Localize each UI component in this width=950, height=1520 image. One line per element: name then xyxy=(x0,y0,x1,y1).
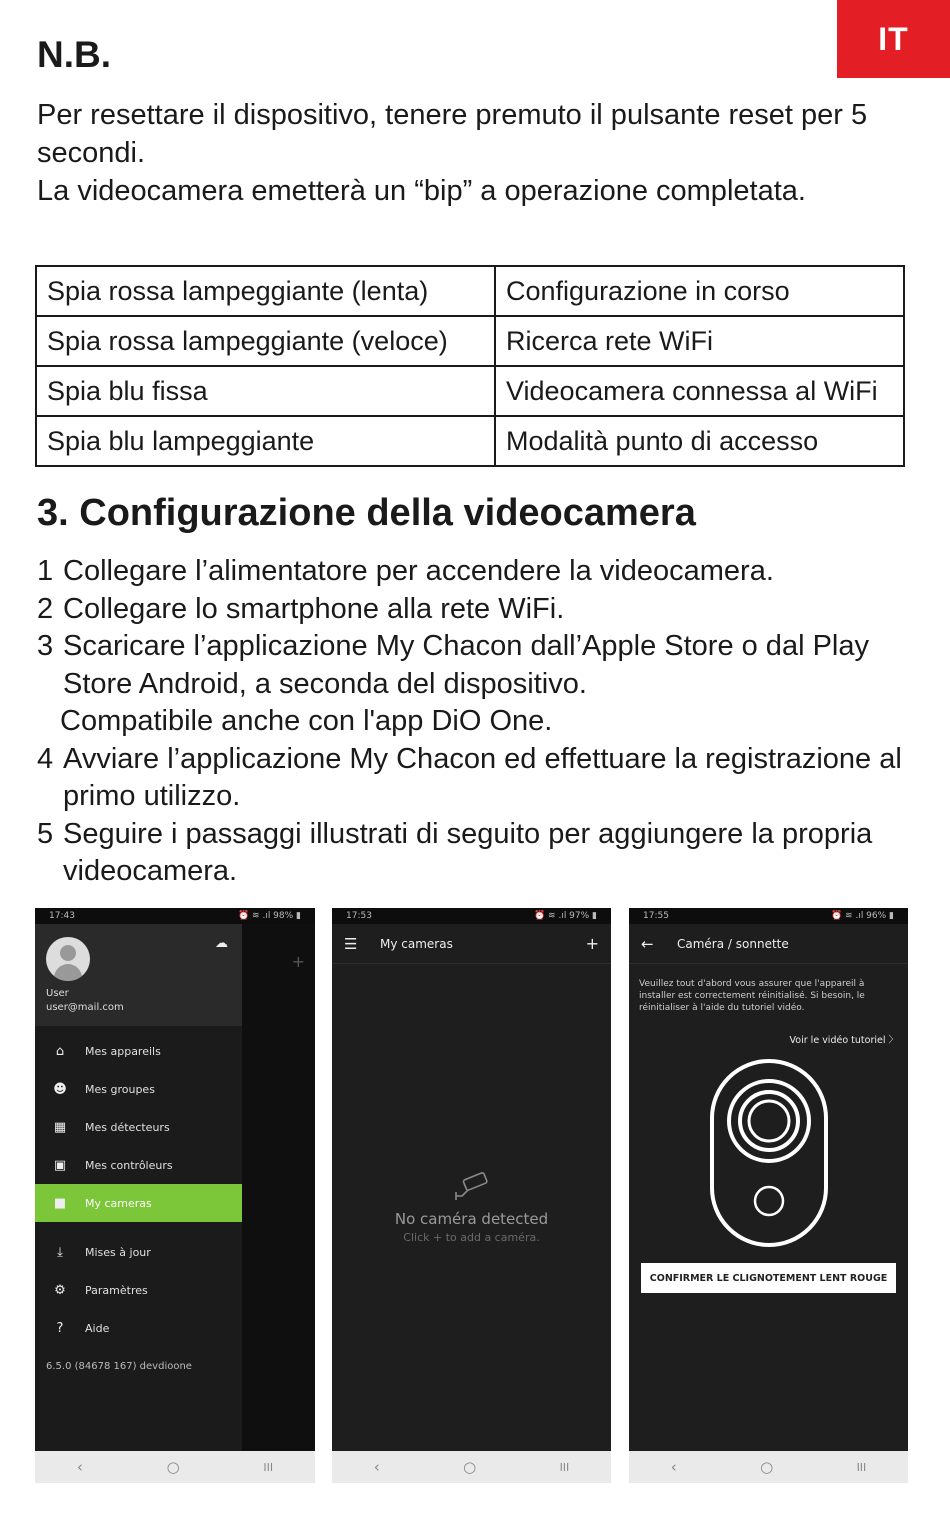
led-meaning: Videocamera connessa al WiFi xyxy=(495,366,904,416)
status-bar xyxy=(332,908,611,924)
navigation-drawer xyxy=(35,924,242,1451)
menu-label: Mes détecteurs xyxy=(85,1120,170,1134)
add-icon: + xyxy=(291,952,305,971)
drawer-scrim[interactable] xyxy=(242,924,315,1451)
nb-line: La videocamera emetterà un “bip” a operazione completata. xyxy=(37,175,806,207)
controller-icon: ▣ xyxy=(53,1157,67,1173)
camera-icon: ■ xyxy=(53,1195,67,1211)
android-nav-bar xyxy=(629,1451,908,1483)
empty-state xyxy=(332,1170,611,1244)
menu-item-mes-detecteurs[interactable] xyxy=(35,1108,242,1146)
drawer-header xyxy=(35,924,242,1026)
back-button[interactable]: ‹ xyxy=(373,1458,380,1476)
phone-screenshot-menu xyxy=(35,908,315,1483)
status-bar xyxy=(35,908,315,924)
user-email: user@mail.com xyxy=(46,1002,124,1013)
step-number: 3 xyxy=(37,630,54,662)
empty-title: No caméra detected xyxy=(394,1210,549,1228)
home-button[interactable]: ○ xyxy=(463,1458,477,1476)
recents-button[interactable]: III xyxy=(263,1460,274,1474)
language-tab: IT xyxy=(837,0,950,78)
help-icon: ? xyxy=(56,1320,64,1336)
hamburger-menu-icon[interactable]: ☰ xyxy=(344,934,358,953)
doorbell-illustration xyxy=(709,1058,829,1248)
empty-subtitle: Click + to add a caméra. xyxy=(403,1231,540,1244)
table-row xyxy=(36,266,904,316)
app-bar xyxy=(332,924,611,964)
menu-item-mes-groupes[interactable] xyxy=(35,1070,242,1108)
menu-label: Mes appareils xyxy=(85,1044,161,1058)
status-time: 17:55 xyxy=(643,911,669,921)
reset-instruction: Veuillez tout d'abord vous assurer que l'appareil à installer est correctement réinitialisé. Si besoin, le réinitialiser à l'aide du tutoriel vidéo. xyxy=(639,979,865,1013)
menu-item-aide[interactable] xyxy=(35,1309,242,1347)
nb-text xyxy=(37,96,917,210)
menu-item-mes-controleurs[interactable] xyxy=(35,1146,242,1184)
menu-item-mes-appareils[interactable] xyxy=(35,1032,242,1070)
back-button[interactable]: ‹ xyxy=(670,1458,677,1476)
led-meaning: Configurazione in corso xyxy=(495,266,904,316)
step-text: Collegare l’alimentatore per accendere la videocamera. xyxy=(63,555,774,587)
led-state: Spia blu fissa xyxy=(36,366,495,416)
led-status-table xyxy=(35,265,905,467)
nb-title: N.B. xyxy=(37,34,111,75)
android-nav-bar xyxy=(332,1451,611,1483)
menu-item-parametres[interactable] xyxy=(35,1271,242,1309)
screen-title: Caméra / sonnette xyxy=(677,936,789,951)
add-camera-button[interactable]: + xyxy=(585,934,599,953)
step-note: Compatibile anche con l'app DiO One. xyxy=(60,705,553,737)
led-meaning: Modalità punto di accesso xyxy=(495,416,904,466)
step-number: 5 xyxy=(37,817,54,850)
recents-button[interactable]: III xyxy=(559,1460,570,1474)
recents-button[interactable]: III xyxy=(856,1460,867,1474)
gear-icon: ⚙ xyxy=(54,1282,66,1298)
back-button[interactable]: ‹ xyxy=(76,1458,83,1476)
user-name: User xyxy=(46,988,69,999)
step-number: 2 xyxy=(37,592,54,625)
video-tutorial-link[interactable]: Voir le vidéo tutoriel 〉 xyxy=(789,1035,898,1046)
led-meaning: Ricerca rete WiFi xyxy=(495,316,904,366)
list-item xyxy=(37,816,927,891)
app-version: 6.5.0 (84678 167) devdioone xyxy=(46,1361,192,1372)
step-text: Seguire i passaggi illustrati di seguito per aggiungere la propria videocamera. xyxy=(63,817,873,887)
step-number: 4 xyxy=(37,742,54,775)
led-state: Spia blu lampeggiante xyxy=(36,416,495,466)
home-icon: ⌂ xyxy=(55,1043,65,1059)
table-row xyxy=(36,316,904,366)
menu-label: Paramètres xyxy=(85,1283,148,1297)
avatar[interactable] xyxy=(46,937,90,981)
step-text: Scaricare l’applicazione My Chacon dall’Apple Store o dal Play Store Android, a seconda del dispositivo. xyxy=(63,630,869,700)
screen-title: My cameras xyxy=(380,936,453,951)
app-bar xyxy=(629,924,908,964)
step-number: 1 xyxy=(37,555,54,587)
menu-label: My cameras xyxy=(85,1196,152,1210)
menu-label: Mes groupes xyxy=(85,1082,155,1096)
status-time: 17:53 xyxy=(346,911,372,921)
nb-line: Per resettare il dispositivo, tenere premuto il pulsante reset per 5 secondi. xyxy=(37,99,868,169)
detector-icon: ▦ xyxy=(53,1119,67,1135)
menu-label: Mes contrôleurs xyxy=(85,1158,173,1172)
download-icon: ⤓ xyxy=(57,1244,63,1260)
list-item xyxy=(37,553,927,591)
status-time: 17:43 xyxy=(49,911,75,921)
section-title: 3. Configurazione della videocamera xyxy=(37,492,696,534)
status-bar xyxy=(629,908,908,924)
status-icons: ⏰ ≋ .ıl 98% ▮ xyxy=(237,911,301,921)
menu-label: Mises à jour xyxy=(85,1245,151,1259)
step-text: Avviare l’applicazione My Chacon ed effettuare la registrazione al primo utilizzo. xyxy=(63,742,902,812)
android-nav-bar xyxy=(35,1451,315,1483)
led-state: Spia rossa lampeggiante (veloce) xyxy=(36,316,495,366)
list-item xyxy=(37,591,927,629)
list-item xyxy=(37,628,927,741)
status-icons: ⏰ ≋ .ıl 96% ▮ xyxy=(830,911,894,921)
step-text: Collegare lo smartphone alla rete WiFi. xyxy=(63,592,565,625)
confirm-red-blink-button[interactable]: CONFIRMER LE CLIGNOTEMENT LENT ROUGE xyxy=(641,1263,896,1293)
status-icons: ⏰ ≋ .ıl 97% ▮ xyxy=(533,911,597,921)
menu-item-mises-a-jour[interactable] xyxy=(35,1233,242,1271)
home-button[interactable]: ○ xyxy=(760,1458,774,1476)
list-item xyxy=(37,741,927,816)
phone-screenshot-doorbell-setup xyxy=(629,908,908,1483)
home-button[interactable]: ○ xyxy=(166,1458,180,1476)
cloud-icon[interactable]: ☁ xyxy=(215,936,228,951)
security-camera-icon xyxy=(452,1170,492,1204)
led-state: Spia rossa lampeggiante (lenta) xyxy=(36,266,495,316)
phone-screenshot-my-cameras xyxy=(332,908,611,1483)
groups-icon: ☻ xyxy=(53,1081,67,1097)
back-arrow-icon[interactable]: ← xyxy=(641,934,654,953)
table-row xyxy=(36,416,904,466)
setup-steps xyxy=(37,553,927,891)
menu-item-my-cameras[interactable] xyxy=(35,1184,242,1222)
menu-label: Aide xyxy=(85,1321,110,1335)
table-row xyxy=(36,366,904,416)
